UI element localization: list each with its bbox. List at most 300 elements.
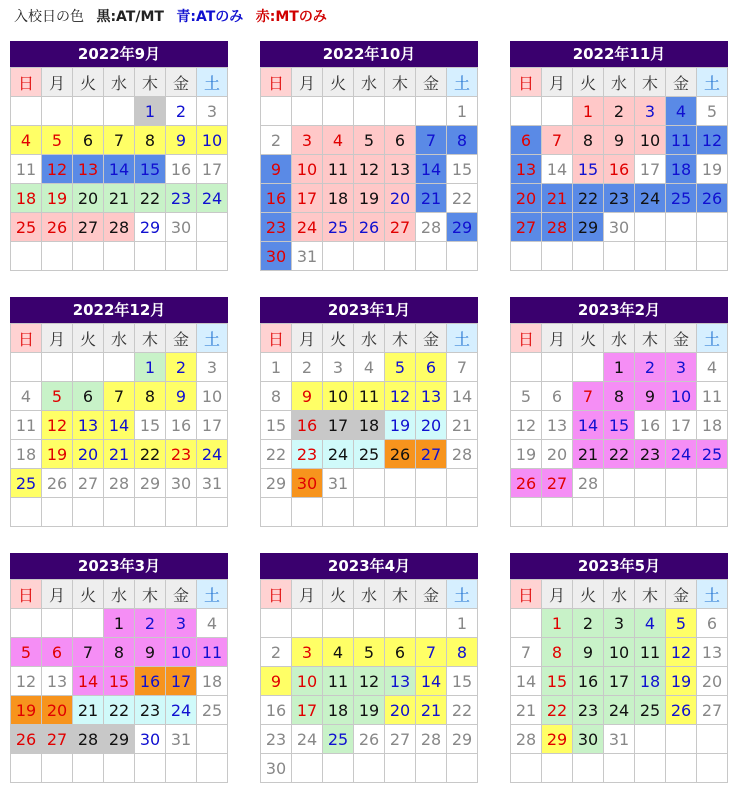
- day-cell: 16: [635, 411, 666, 440]
- empty-cell: [511, 754, 542, 783]
- empty-cell: [666, 725, 697, 754]
- empty-cell: [542, 498, 573, 527]
- empty-cell: [166, 754, 197, 783]
- empty-cell: [292, 97, 323, 126]
- day-cell: 17: [292, 696, 323, 725]
- day-cell: 19: [354, 696, 385, 725]
- weekday-header: 月: [42, 580, 73, 609]
- day-cell: 7: [573, 382, 604, 411]
- day-cell: 28: [447, 440, 478, 469]
- day-cell: 12: [385, 382, 416, 411]
- week-row: [11, 242, 228, 271]
- day-cell: 13: [42, 667, 73, 696]
- day-cell: 24: [197, 184, 228, 213]
- weekday-header: 土: [697, 324, 728, 353]
- empty-cell: [511, 97, 542, 126]
- week-row: [261, 469, 478, 498]
- day-cell: 14: [416, 155, 447, 184]
- week-row: [11, 696, 228, 725]
- weekday-header-row: [11, 324, 228, 353]
- empty-cell: [416, 242, 447, 271]
- empty-cell: [542, 242, 573, 271]
- day-cell: 30: [166, 213, 197, 242]
- weekday-header: 日: [511, 68, 542, 97]
- day-cell: 12: [354, 667, 385, 696]
- day-cell: 24: [635, 184, 666, 213]
- empty-cell: [635, 242, 666, 271]
- day-cell: 9: [166, 126, 197, 155]
- day-cell: 14: [73, 667, 104, 696]
- day-cell: 20: [73, 184, 104, 213]
- week-row: [11, 411, 228, 440]
- day-cell: 4: [323, 126, 354, 155]
- empty-cell: [697, 754, 728, 783]
- weekday-header: 日: [511, 580, 542, 609]
- day-cell: 28: [104, 213, 135, 242]
- weekday-header: 木: [385, 580, 416, 609]
- week-row: [261, 498, 478, 527]
- weekday-header: 火: [573, 580, 604, 609]
- month-calendar: [10, 41, 228, 271]
- day-cell: 7: [104, 126, 135, 155]
- day-cell: 27: [385, 725, 416, 754]
- week-row: [11, 353, 228, 382]
- day-cell: 7: [447, 353, 478, 382]
- weekday-header: 火: [73, 580, 104, 609]
- weekday-header-row: [261, 68, 478, 97]
- day-cell: 2: [166, 353, 197, 382]
- day-cell: 17: [166, 667, 197, 696]
- month-title: 2022年11月: [510, 41, 728, 67]
- week-row: [11, 609, 228, 638]
- day-cell: 5: [385, 353, 416, 382]
- weekday-header: 金: [166, 580, 197, 609]
- day-cell: 22: [135, 184, 166, 213]
- day-cell: 6: [511, 126, 542, 155]
- empty-cell: [666, 754, 697, 783]
- day-cell: 6: [697, 609, 728, 638]
- day-cell: 18: [11, 184, 42, 213]
- day-cell: 12: [42, 411, 73, 440]
- month-calendar: [10, 297, 228, 527]
- day-cell: 16: [604, 155, 635, 184]
- day-cell: 12: [354, 155, 385, 184]
- weekday-header: 月: [42, 68, 73, 97]
- empty-cell: [416, 97, 447, 126]
- weekday-header: 月: [292, 68, 323, 97]
- month-table: [510, 323, 728, 527]
- day-cell: 13: [416, 382, 447, 411]
- weekday-header: 月: [42, 324, 73, 353]
- day-cell: 1: [104, 609, 135, 638]
- day-cell: 31: [323, 469, 354, 498]
- week-row: [511, 353, 728, 382]
- empty-cell: [697, 498, 728, 527]
- empty-cell: [354, 609, 385, 638]
- empty-cell: [104, 353, 135, 382]
- empty-cell: [11, 609, 42, 638]
- day-cell: 19: [11, 696, 42, 725]
- legend-blue: 青:ATのみ: [176, 9, 244, 25]
- empty-cell: [42, 242, 73, 271]
- empty-cell: [261, 498, 292, 527]
- day-cell: 23: [604, 184, 635, 213]
- day-cell: 14: [447, 382, 478, 411]
- day-cell: 13: [542, 411, 573, 440]
- day-cell: 15: [447, 155, 478, 184]
- day-cell: 25: [323, 725, 354, 754]
- empty-cell: [166, 498, 197, 527]
- day-cell: 27: [542, 469, 573, 498]
- day-cell: 4: [11, 382, 42, 411]
- week-row: [261, 667, 478, 696]
- month-title: 2023年3月: [10, 553, 228, 579]
- empty-cell: [385, 242, 416, 271]
- week-row: [511, 411, 728, 440]
- weekday-header: 月: [292, 324, 323, 353]
- day-cell: 5: [42, 382, 73, 411]
- day-cell: 10: [323, 382, 354, 411]
- day-cell: 20: [385, 184, 416, 213]
- day-cell: 16: [135, 667, 166, 696]
- week-row: [11, 667, 228, 696]
- week-row: [11, 469, 228, 498]
- day-cell: 22: [104, 696, 135, 725]
- day-cell: 27: [73, 469, 104, 498]
- week-row: [261, 411, 478, 440]
- day-cell: 28: [542, 213, 573, 242]
- empty-cell: [73, 498, 104, 527]
- day-cell: 5: [354, 638, 385, 667]
- day-cell: 30: [135, 725, 166, 754]
- day-cell: 26: [697, 184, 728, 213]
- day-cell: 11: [197, 638, 228, 667]
- day-cell: 31: [604, 725, 635, 754]
- day-cell: 13: [697, 638, 728, 667]
- day-cell: 9: [635, 382, 666, 411]
- day-cell: 7: [73, 638, 104, 667]
- day-cell: 17: [292, 184, 323, 213]
- day-cell: 25: [11, 469, 42, 498]
- day-cell: 4: [666, 97, 697, 126]
- day-cell: 1: [604, 353, 635, 382]
- day-cell: 30: [292, 469, 323, 498]
- weekday-header: 木: [635, 580, 666, 609]
- weekday-header: 水: [104, 324, 135, 353]
- week-row: [11, 184, 228, 213]
- day-cell: 21: [447, 411, 478, 440]
- day-cell: 1: [135, 353, 166, 382]
- day-cell: 2: [292, 353, 323, 382]
- weekday-header: 水: [354, 580, 385, 609]
- weekday-header: 木: [635, 68, 666, 97]
- day-cell: 29: [261, 469, 292, 498]
- day-cell: 29: [135, 469, 166, 498]
- day-cell: 8: [261, 382, 292, 411]
- day-cell: 17: [635, 155, 666, 184]
- empty-cell: [292, 754, 323, 783]
- empty-cell: [573, 498, 604, 527]
- empty-cell: [635, 725, 666, 754]
- weekday-header: 月: [542, 580, 573, 609]
- empty-cell: [261, 97, 292, 126]
- day-cell: 27: [385, 213, 416, 242]
- day-cell: 3: [604, 609, 635, 638]
- day-cell: 19: [666, 667, 697, 696]
- empty-cell: [197, 213, 228, 242]
- day-cell: 17: [666, 411, 697, 440]
- day-cell: 31: [166, 725, 197, 754]
- day-cell: 5: [511, 382, 542, 411]
- weekday-header: 土: [447, 580, 478, 609]
- day-cell: 11: [11, 155, 42, 184]
- day-cell: 11: [697, 382, 728, 411]
- day-cell: 8: [604, 382, 635, 411]
- weekday-header: 木: [135, 324, 166, 353]
- day-cell: 16: [261, 184, 292, 213]
- empty-cell: [323, 498, 354, 527]
- weekday-header: 火: [573, 68, 604, 97]
- day-cell: 2: [135, 609, 166, 638]
- legend-label: 入校日の色: [14, 9, 84, 25]
- day-cell: 25: [697, 440, 728, 469]
- month-title: 2022年10月: [260, 41, 478, 67]
- empty-cell: [697, 242, 728, 271]
- weekday-header: 金: [166, 324, 197, 353]
- day-cell: 6: [385, 638, 416, 667]
- empty-cell: [447, 469, 478, 498]
- empty-cell: [416, 469, 447, 498]
- day-cell: 9: [604, 126, 635, 155]
- weekday-header: 火: [323, 324, 354, 353]
- day-cell: 15: [261, 411, 292, 440]
- day-cell: 21: [104, 184, 135, 213]
- day-cell: 11: [323, 155, 354, 184]
- day-cell: 11: [635, 638, 666, 667]
- day-cell: 18: [635, 667, 666, 696]
- day-cell: 22: [447, 184, 478, 213]
- week-row: [511, 97, 728, 126]
- day-cell: 27: [697, 696, 728, 725]
- empty-cell: [573, 242, 604, 271]
- empty-cell: [385, 754, 416, 783]
- empty-cell: [604, 754, 635, 783]
- empty-cell: [511, 498, 542, 527]
- day-cell: 25: [11, 213, 42, 242]
- month-title: 2023年1月: [260, 297, 478, 323]
- empty-cell: [511, 242, 542, 271]
- day-cell: 10: [166, 638, 197, 667]
- day-cell: 2: [261, 638, 292, 667]
- empty-cell: [385, 609, 416, 638]
- day-cell: 20: [42, 696, 73, 725]
- day-cell: 28: [416, 213, 447, 242]
- weekday-header: 日: [261, 580, 292, 609]
- month-table: [260, 579, 478, 783]
- day-cell: 21: [542, 184, 573, 213]
- empty-cell: [104, 754, 135, 783]
- day-cell: 1: [542, 609, 573, 638]
- day-cell: 2: [604, 97, 635, 126]
- day-cell: 29: [447, 213, 478, 242]
- empty-cell: [511, 609, 542, 638]
- empty-cell: [11, 242, 42, 271]
- day-cell: 4: [354, 353, 385, 382]
- day-cell: 1: [573, 97, 604, 126]
- weekday-header: 金: [666, 68, 697, 97]
- day-cell: 29: [104, 725, 135, 754]
- day-cell: 14: [416, 667, 447, 696]
- empty-cell: [354, 97, 385, 126]
- empty-cell: [416, 609, 447, 638]
- week-row: [511, 696, 728, 725]
- day-cell: 19: [511, 440, 542, 469]
- empty-cell: [604, 242, 635, 271]
- empty-cell: [292, 609, 323, 638]
- day-cell: 28: [104, 469, 135, 498]
- day-cell: 26: [666, 696, 697, 725]
- weekday-header: 日: [11, 580, 42, 609]
- weekday-header: 土: [197, 580, 228, 609]
- week-row: [11, 498, 228, 527]
- day-cell: 10: [635, 126, 666, 155]
- day-cell: 2: [261, 126, 292, 155]
- day-cell: 12: [666, 638, 697, 667]
- day-cell: 15: [104, 667, 135, 696]
- day-cell: 11: [323, 667, 354, 696]
- weekday-header: 金: [166, 68, 197, 97]
- day-cell: 17: [197, 155, 228, 184]
- week-row: [261, 353, 478, 382]
- day-cell: 15: [573, 155, 604, 184]
- weekday-header: 土: [197, 324, 228, 353]
- day-cell: 11: [354, 382, 385, 411]
- empty-cell: [292, 498, 323, 527]
- day-cell: 21: [416, 184, 447, 213]
- empty-cell: [42, 97, 73, 126]
- empty-cell: [385, 498, 416, 527]
- day-cell: 2: [166, 97, 197, 126]
- day-cell: 7: [542, 126, 573, 155]
- day-cell: 14: [573, 411, 604, 440]
- day-cell: 2: [635, 353, 666, 382]
- legend-black: 黒:AT/MT: [96, 9, 164, 25]
- empty-cell: [73, 242, 104, 271]
- empty-cell: [197, 242, 228, 271]
- day-cell: 29: [542, 725, 573, 754]
- empty-cell: [354, 242, 385, 271]
- day-cell: 28: [573, 469, 604, 498]
- month-title: 2022年12月: [10, 297, 228, 323]
- weekday-header: 土: [197, 68, 228, 97]
- day-cell: 18: [666, 155, 697, 184]
- empty-cell: [135, 242, 166, 271]
- weekday-header: 月: [542, 324, 573, 353]
- day-cell: 28: [511, 725, 542, 754]
- month-table: [510, 67, 728, 271]
- weekday-header: 金: [416, 68, 447, 97]
- legend-red: 赤:MTのみ: [255, 9, 327, 25]
- weekday-header: 火: [323, 68, 354, 97]
- day-cell: 10: [292, 667, 323, 696]
- weekday-header: 水: [604, 580, 635, 609]
- weekday-header: 月: [542, 68, 573, 97]
- day-cell: 5: [354, 126, 385, 155]
- empty-cell: [354, 469, 385, 498]
- day-cell: 3: [197, 353, 228, 382]
- day-cell: 8: [104, 638, 135, 667]
- day-cell: 19: [697, 155, 728, 184]
- empty-cell: [73, 97, 104, 126]
- day-cell: 16: [166, 411, 197, 440]
- week-row: [261, 155, 478, 184]
- month-title: 2022年9月: [10, 41, 228, 67]
- week-row: [261, 242, 478, 271]
- day-cell: 22: [604, 440, 635, 469]
- month-table: [260, 323, 478, 527]
- day-cell: 17: [604, 667, 635, 696]
- empty-cell: [261, 609, 292, 638]
- weekday-header: 日: [11, 324, 42, 353]
- day-cell: 27: [42, 725, 73, 754]
- empty-cell: [416, 754, 447, 783]
- day-cell: 31: [292, 242, 323, 271]
- day-cell: 20: [416, 411, 447, 440]
- empty-cell: [73, 353, 104, 382]
- weekday-header: 金: [666, 324, 697, 353]
- day-cell: 6: [42, 638, 73, 667]
- empty-cell: [635, 754, 666, 783]
- day-cell: 27: [511, 213, 542, 242]
- week-row: [261, 97, 478, 126]
- month-title: 2023年2月: [510, 297, 728, 323]
- day-cell: 21: [511, 696, 542, 725]
- weekday-header: 水: [604, 68, 635, 97]
- empty-cell: [42, 353, 73, 382]
- empty-cell: [666, 469, 697, 498]
- day-cell: 29: [135, 213, 166, 242]
- empty-cell: [604, 469, 635, 498]
- day-cell: 8: [542, 638, 573, 667]
- day-cell: 23: [166, 440, 197, 469]
- weekday-header: 水: [354, 68, 385, 97]
- day-cell: 19: [42, 440, 73, 469]
- week-row: [511, 754, 728, 783]
- weekday-header: 水: [604, 324, 635, 353]
- empty-cell: [697, 469, 728, 498]
- day-cell: 26: [354, 213, 385, 242]
- day-cell: 17: [197, 411, 228, 440]
- empty-cell: [447, 242, 478, 271]
- empty-cell: [666, 498, 697, 527]
- day-cell: 20: [542, 440, 573, 469]
- day-cell: 5: [666, 609, 697, 638]
- month-calendar: [510, 553, 728, 783]
- day-cell: 6: [385, 126, 416, 155]
- day-cell: 11: [11, 411, 42, 440]
- day-cell: 9: [292, 382, 323, 411]
- month-title: 2023年4月: [260, 553, 478, 579]
- week-row: [11, 97, 228, 126]
- day-cell: 7: [104, 382, 135, 411]
- week-row: [261, 382, 478, 411]
- day-cell: 5: [697, 97, 728, 126]
- day-cell: 20: [697, 667, 728, 696]
- day-cell: 29: [573, 213, 604, 242]
- empty-cell: [354, 754, 385, 783]
- day-cell: 20: [385, 696, 416, 725]
- weekday-header-row: [511, 324, 728, 353]
